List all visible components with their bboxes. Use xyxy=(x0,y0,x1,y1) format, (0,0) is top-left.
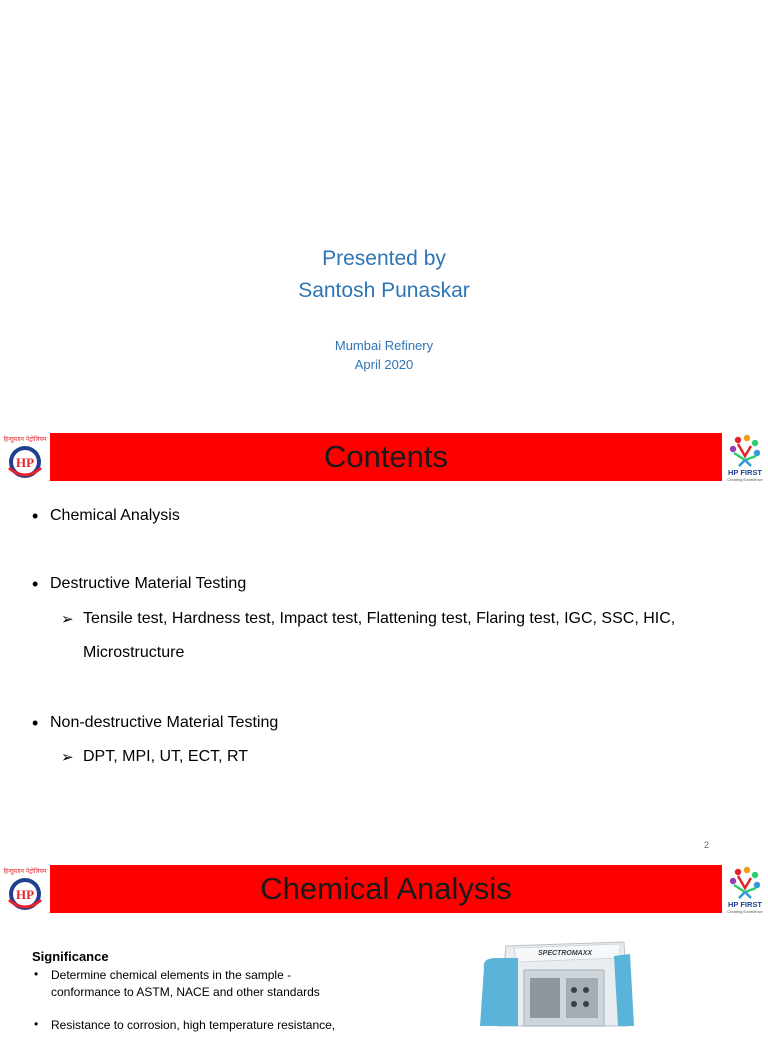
slide-header xyxy=(0,432,768,482)
hp-caption: हिन्दुस्तान पेट्रोलियम xyxy=(3,868,47,875)
title-slide xyxy=(0,0,768,430)
slide-header xyxy=(0,864,768,914)
hp-first-logo-icon xyxy=(722,866,768,914)
slide-title: Contents xyxy=(323,439,449,474)
hp-logo-icon xyxy=(0,864,50,914)
bullet-icon: • xyxy=(34,1017,39,1031)
svg-text:Creating Excellence: Creating Excellence xyxy=(727,909,763,914)
presentation-date: April 2020 xyxy=(354,357,414,372)
presented-by-label: Presented by xyxy=(322,247,446,270)
hp-mark: HP xyxy=(15,455,35,470)
contents-slide: Contents हिन्दुस्तान पेट्रोलियम HP HP FIRST Creating Excellence • Chemical Analysis • Destructive Material Testing ➢ Tensile test, Hardness test, Impact test, Flattening test, Flaring test, IGC, SSC, HIC, Microstructure • Non-destructive Material Testing ➢ DPT, MPI, UT, ECT, RT 2 xyxy=(0,432,768,862)
presenter-location: Mumbai Refinery xyxy=(334,338,434,353)
significance-heading: Significance xyxy=(32,949,109,964)
arrow-bullet-icon: ➢ xyxy=(61,611,74,628)
bullet-icon: • xyxy=(34,967,39,981)
chemical-analysis-slide xyxy=(0,864,768,1032)
hp-logo-icon xyxy=(0,432,50,482)
hp-first-logo-icon xyxy=(722,434,768,482)
bullet-icon: • xyxy=(32,713,39,733)
presenter-name: Santosh Punaskar xyxy=(298,279,470,302)
instrument-brand: SPECTROMAXX xyxy=(538,950,593,957)
svg-text:HP FIRST: HP FIRST xyxy=(727,900,763,909)
list-item: • Determine chemical elements in the sample - conformance to ASTM, NACE and other standards xyxy=(34,967,320,999)
hp-caption: हिन्दुस्तान पेट्रोलियम xyxy=(3,436,47,443)
arrow-bullet-icon: ➢ xyxy=(61,749,74,766)
slide-title: Chemical Analysis xyxy=(260,871,512,906)
bullet-icon: • xyxy=(32,574,39,594)
spectrometer-image xyxy=(478,936,638,1026)
list-item: • Resistance to corrosion, high temperature resistance, xyxy=(34,1017,336,1032)
svg-text:HP FIRST: HP FIRST xyxy=(727,468,763,477)
hp-mark: HP xyxy=(15,887,35,902)
page-number: 2 xyxy=(704,840,710,850)
svg-text:Creating Excellence: Creating Excellence xyxy=(727,477,763,482)
bullet-icon: • xyxy=(32,506,39,526)
